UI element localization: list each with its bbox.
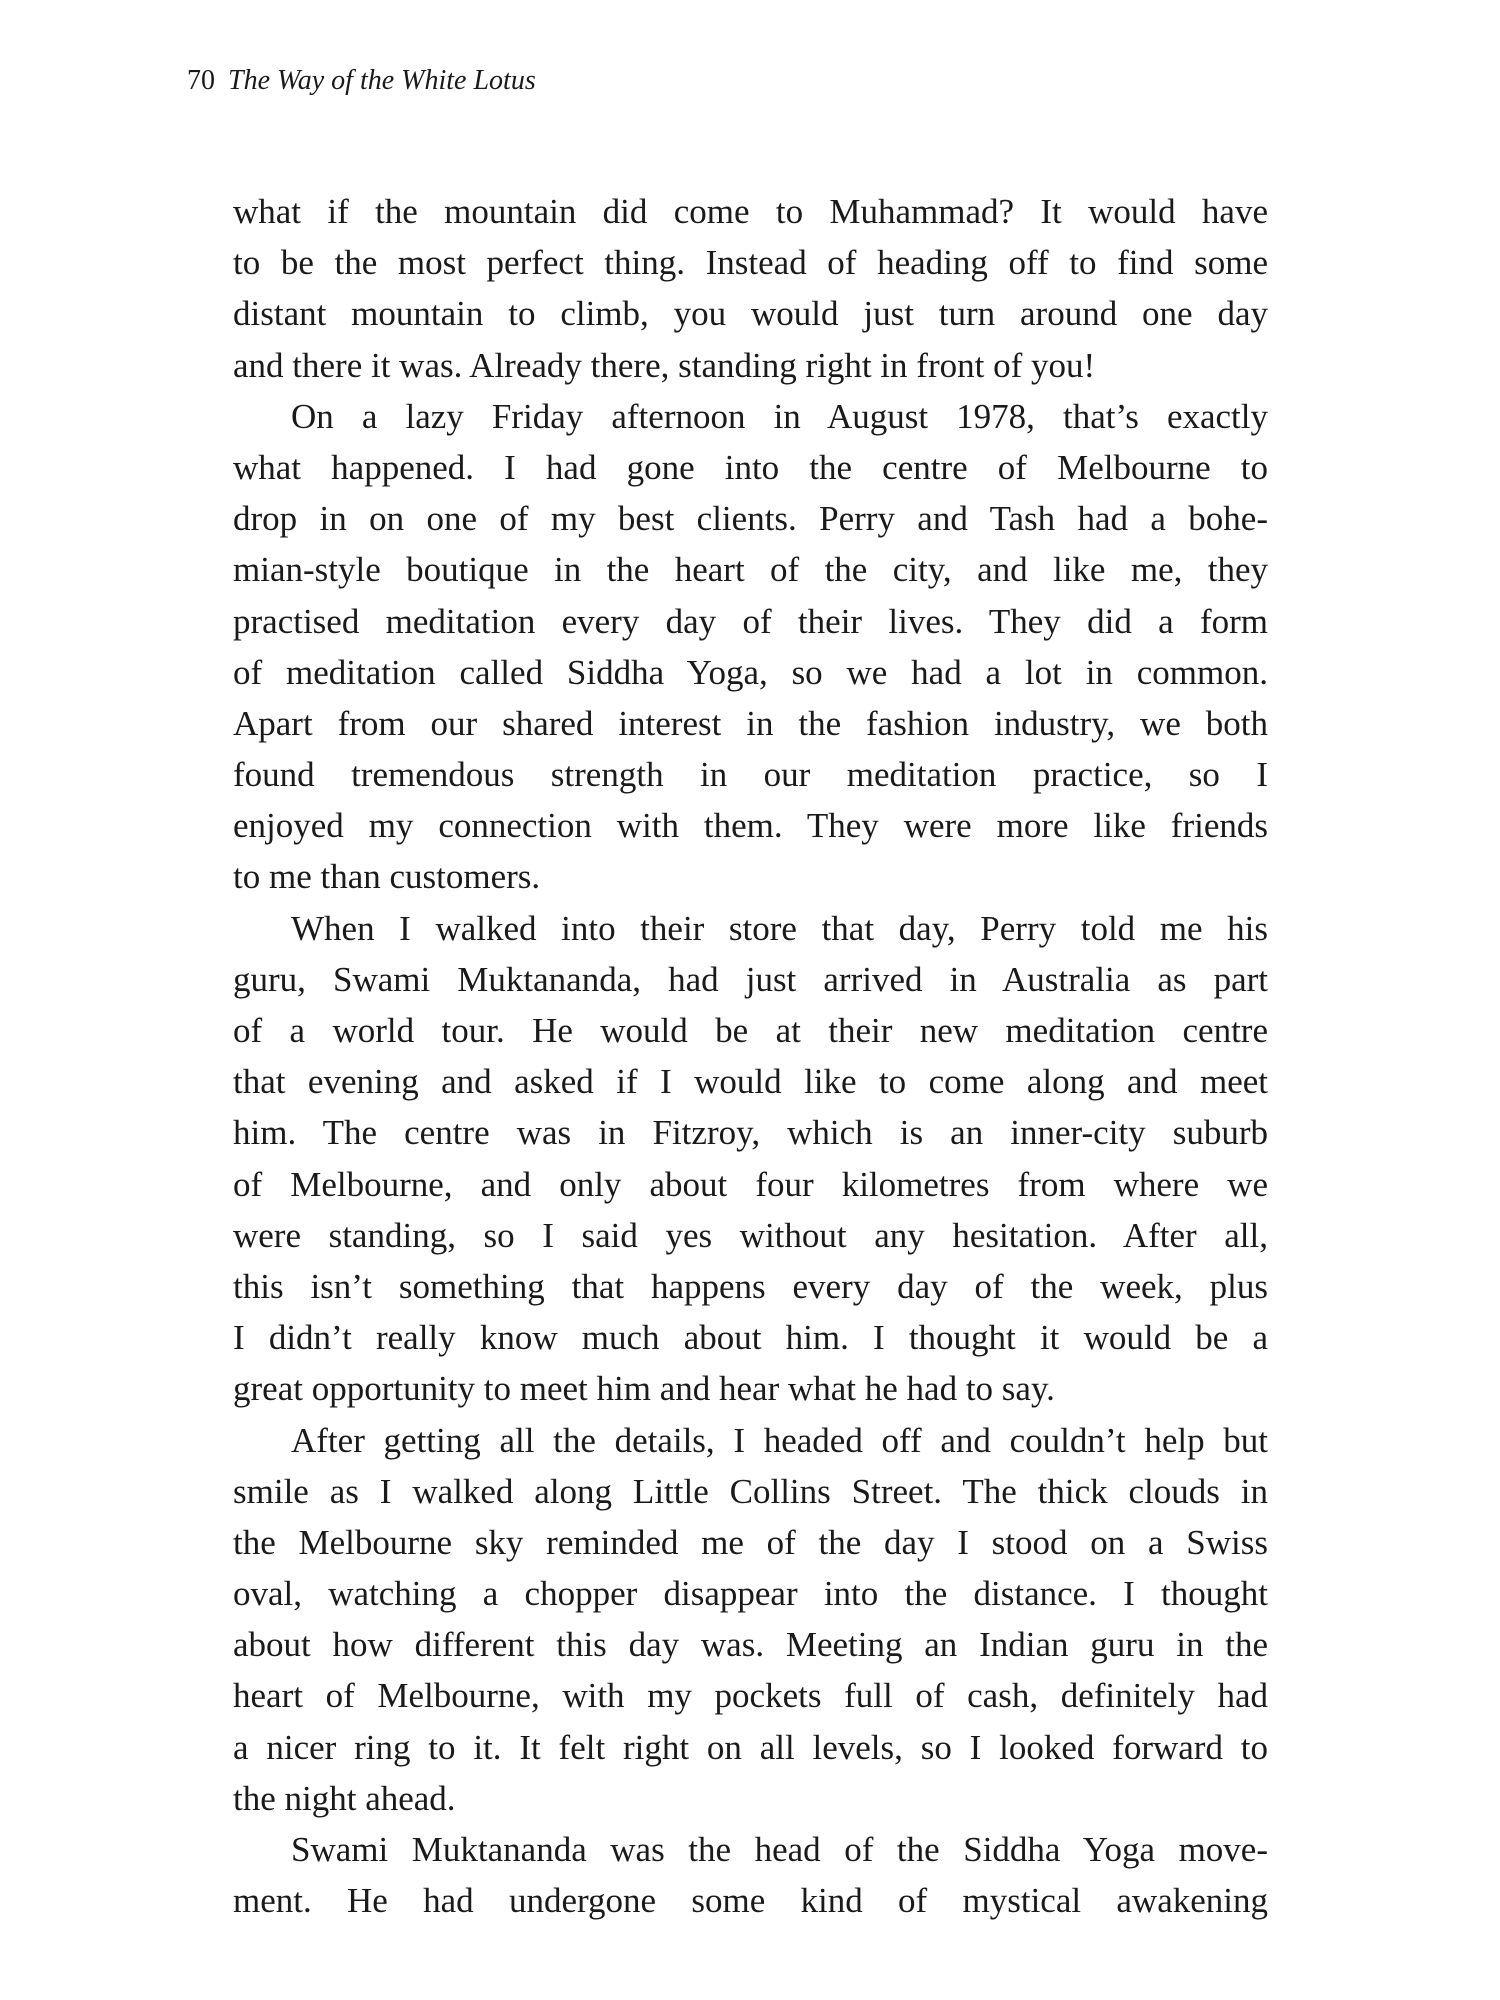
text-line: When I walked into their store that day, Perry told me his — [291, 908, 1268, 948]
text-line: found tremendous strength in our meditation practice, so I — [233, 755, 1268, 795]
text-line: practised meditation every day of their lives. They did a form — [233, 601, 1268, 641]
text-line: enjoyed my connection with them. They were more like friends — [233, 806, 1268, 846]
paragraph — [233, 903, 1268, 1415]
paragraph — [233, 391, 1268, 903]
book-title: The Way of the White Lotus — [228, 65, 536, 96]
text-line: him. The centre was in Fitzroy, which is an inner-city suburb — [233, 1113, 1268, 1153]
text-line: smile as I walked along Little Collins Street. The thick clouds in — [233, 1471, 1268, 1511]
text-line: After getting all the details, I headed off and couldn’t help but — [291, 1420, 1268, 1460]
text-line: Swami Muktananda was the head of the Siddha Yoga move- — [291, 1830, 1268, 1869]
text-line: to me than customers. — [233, 857, 541, 897]
text-line: Apart from our shared interest in the fashion industry, we both — [233, 703, 1268, 743]
text-line: I didn’t really know much about him. I thought it would be a — [233, 1318, 1268, 1358]
text-line: that evening and asked if I would like to come along and meet — [233, 1062, 1268, 1102]
text-line: distant mountain to climb, you would just turn around one day — [233, 294, 1268, 334]
text-line: what happened. I had gone into the centre of Melbourne to — [233, 447, 1268, 487]
text-line: what if the mountain did come to Muhammad? It would have — [233, 192, 1268, 231]
text-line: and there it was. Already there, standing right in front of you! — [233, 345, 1096, 385]
running-head — [187, 64, 536, 98]
text-line: a nicer ring to it. It felt right on all levels, so I looked forward to — [233, 1727, 1268, 1767]
text-line: guru, Swami Muktananda, had just arrived in Australia as part — [233, 959, 1268, 999]
text-line: of meditation called Siddha Yoga, so we had a lot in common. — [233, 652, 1268, 692]
paragraph — [233, 1824, 1268, 1926]
page-number: 70 — [187, 65, 215, 96]
body-text — [233, 186, 1268, 1926]
text-line: the night ahead. — [233, 1778, 456, 1818]
text-line: were standing, so I said yes without any hesitation. After all, — [233, 1215, 1268, 1255]
paragraph — [233, 1415, 1268, 1825]
text-line: oval, watching a chopper disappear into the distance. I thought — [233, 1574, 1268, 1614]
text-line: ment. He had undergone some kind of mystical awakening — [233, 1881, 1268, 1921]
text-line: On a lazy Friday afternoon in August 1978, that’s exactly — [291, 396, 1268, 436]
text-line: of Melbourne, and only about four kilometres from where we — [233, 1164, 1268, 1204]
paragraph — [233, 186, 1268, 391]
text-line: drop in on one of my best clients. Perry and Tash had a bohe- — [233, 499, 1268, 539]
text-line: of a world tour. He would be at their new meditation centre — [233, 1011, 1268, 1050]
text-line: great opportunity to meet him and hear what he had to say. — [233, 1369, 1055, 1409]
text-line: the Melbourne sky reminded me of the day I stood on a Swiss — [233, 1522, 1268, 1562]
text-line: heart of Melbourne, with my pockets full of cash, definitely had — [233, 1676, 1268, 1716]
text-line: about how different this day was. Meeting an Indian guru in the — [233, 1625, 1268, 1665]
text-line: mian-style boutique in the heart of the city, and like me, they — [233, 550, 1268, 590]
text-line: to be the most perfect thing. Instead of heading off to find some — [233, 243, 1268, 283]
text-line: this isn’t something that happens every day of the week, plus — [233, 1266, 1268, 1306]
